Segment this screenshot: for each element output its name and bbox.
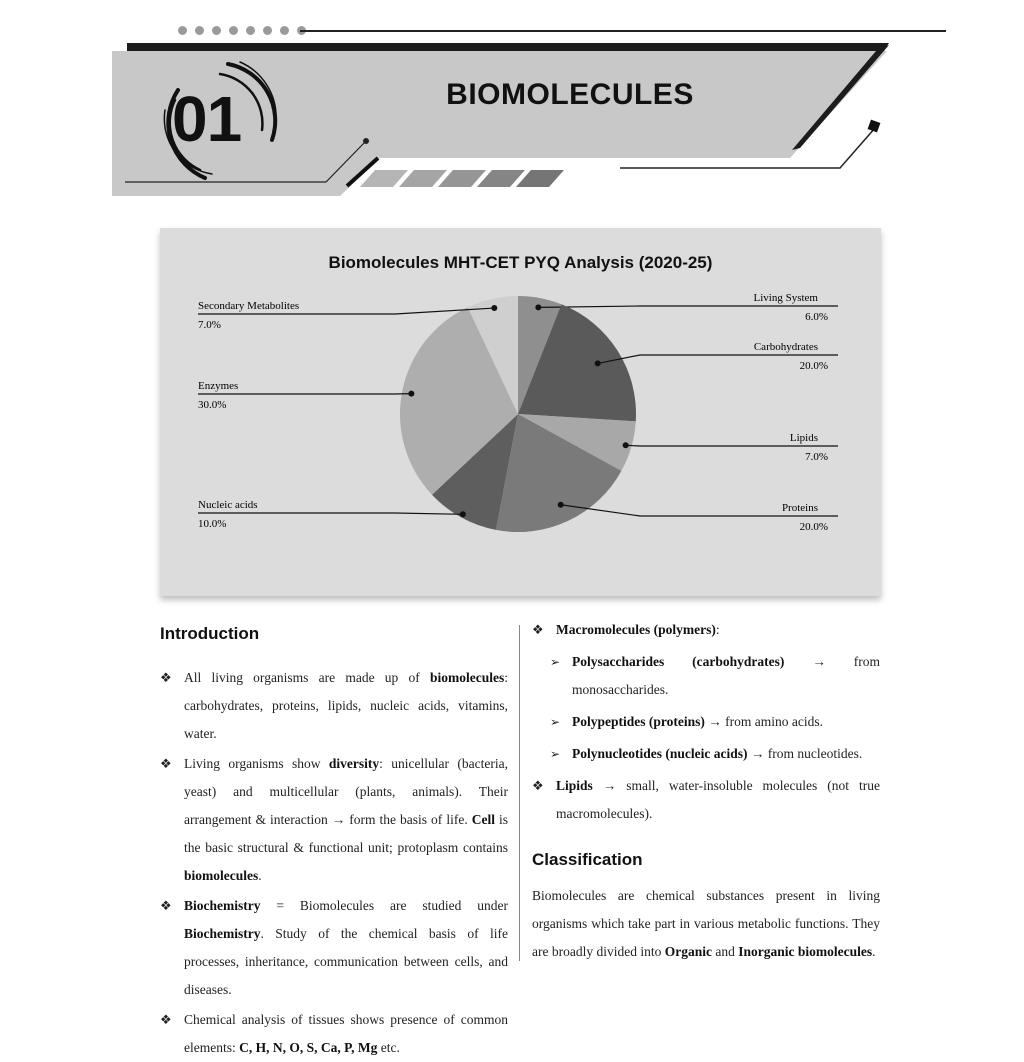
diamond-bullet-icon: ❖	[160, 664, 172, 692]
intro-bullet	[160, 664, 508, 748]
lipids-bullet	[532, 772, 880, 828]
text: .	[872, 944, 875, 959]
callout-dot	[491, 305, 497, 311]
macromolecules-section	[532, 616, 880, 966]
text: and	[712, 944, 738, 959]
sub-bullet	[532, 740, 880, 768]
diamond-bullet-icon: ❖	[160, 892, 172, 920]
callout-dot	[408, 391, 414, 397]
macro-bullet	[532, 616, 880, 644]
bold-text: diversity	[329, 756, 379, 771]
text: → small, water-insoluble molecules (not true macromolecules).	[556, 778, 880, 821]
slice-value-label: 30.0%	[198, 399, 226, 411]
diamond-bullet-icon: ❖	[532, 616, 544, 644]
callout-dot	[535, 304, 541, 310]
slice-label: Nucleic acids	[198, 499, 258, 511]
pie-chart	[160, 228, 881, 596]
chapter-number: 01	[172, 82, 272, 156]
slice-value-label: 6.0%	[805, 311, 828, 323]
diamond-bullet-icon: ❖	[160, 750, 172, 778]
bold-text: Polysaccharides (carbohydrates)	[572, 654, 784, 669]
sub-bullet	[532, 708, 880, 736]
bold-text: biomolecules	[430, 670, 504, 685]
text: → from amino acids.	[705, 714, 823, 729]
column-divider	[519, 625, 520, 961]
intro-bullet	[160, 750, 508, 890]
text: Living organisms show	[184, 756, 329, 771]
bold-text: Polynucleotides (nucleic acids)	[572, 746, 748, 761]
classification-heading: Classification	[532, 846, 880, 874]
slice-label: Secondary Metabolites	[198, 300, 299, 312]
text: : carbohydrates, proteins, lipids, nucleic acids, vitamins, water.	[184, 670, 508, 741]
callout-dot	[558, 502, 564, 508]
callout-dot	[460, 511, 466, 517]
text: etc.	[377, 1040, 400, 1055]
slice-value-label: 7.0%	[805, 451, 828, 463]
classification-paragraph	[532, 882, 880, 966]
slice-label: Living System	[754, 292, 819, 304]
arrow-bullet-icon: ➢	[550, 648, 560, 676]
intro-bullet	[160, 892, 508, 1004]
text: . Study of the chemical basis of life processes, inheritance, communication between cells, and diseases.	[184, 926, 508, 997]
callout-dot	[623, 442, 629, 448]
arrow-bullet-icon: ➢	[550, 740, 560, 768]
intro-bullet	[160, 1006, 508, 1062]
slice-label: Proteins	[782, 502, 818, 514]
sub-bullet	[532, 648, 880, 704]
text: → from nucleotides.	[748, 746, 863, 761]
bold-text: Lipids	[556, 778, 593, 793]
chart-panel	[160, 228, 881, 596]
slice-value-label: 7.0%	[198, 319, 221, 331]
diamond-bullet-icon: ❖	[532, 772, 544, 800]
callout-dot	[595, 360, 601, 366]
text: Biomolecules are chemical substances present in living organisms which take part in various metabolic functions. They are broadly divided into	[532, 888, 880, 959]
introduction-heading: Introduction	[160, 620, 508, 648]
bold-text: Biochemistry	[184, 926, 261, 941]
callout-line	[626, 445, 838, 446]
text: .	[258, 868, 261, 883]
introduction-section	[160, 620, 508, 1062]
callout-line	[198, 513, 463, 514]
slice-label: Carbohydrates	[754, 341, 818, 353]
bold-text: Inorganic biomolecules	[738, 944, 872, 959]
chapter-title: BIOMOLECULES	[380, 78, 760, 112]
slice-value-label: 20.0%	[800, 521, 828, 533]
diamond-bullet-icon: ❖	[160, 1006, 172, 1034]
callout-line	[538, 306, 838, 307]
slice-value-label: 20.0%	[800, 360, 828, 372]
text: :	[716, 622, 720, 637]
text: Chemical analysis of tissues shows presence of common elements:	[184, 1012, 508, 1055]
arrow-bullet-icon: ➢	[550, 708, 560, 736]
chart-title: Biomolecules MHT-CET PYQ Analysis (2020-25)	[160, 253, 881, 273]
text: → from monosaccharides.	[572, 654, 880, 697]
bold-text: Cell	[472, 812, 495, 827]
bold-text: Macromolecules (polymers)	[556, 622, 716, 637]
slice-label: Enzymes	[198, 380, 238, 392]
bold-text: Organic	[665, 944, 712, 959]
bold-text: C, H, N, O, S, Ca, P, Mg	[239, 1040, 377, 1055]
bold-text: biomolecules	[184, 868, 258, 883]
slice-value-label: 10.0%	[198, 518, 226, 530]
text: = Biomolecules are studied under	[261, 898, 509, 913]
slice-label: Lipids	[790, 432, 818, 444]
text: All living organisms are made up of	[184, 670, 430, 685]
text: : unicellular (bacteria, yeast) and multicellular (plants, animals). Their arrangement & interaction → form the basis of life.	[184, 756, 508, 827]
text: is the basic structural & functional unit; protoplasm contains	[184, 812, 508, 855]
bold-text: Polypeptides (proteins)	[572, 714, 705, 729]
bold-text: Biochemistry	[184, 898, 261, 913]
